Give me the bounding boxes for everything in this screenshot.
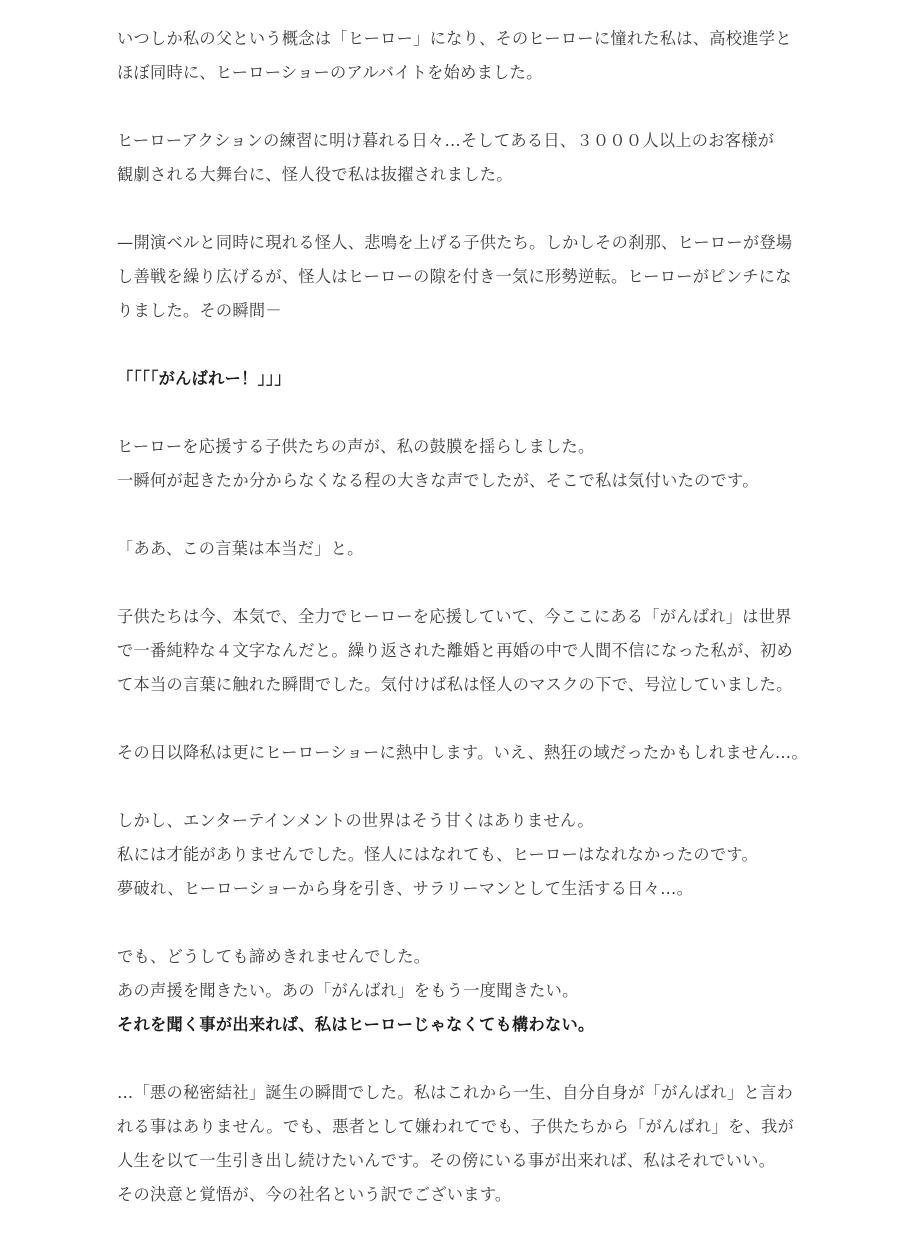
paragraph-big-stage — [117, 124, 897, 192]
text-line: でも、どうしても諦めきれませんでした。 — [117, 947, 431, 966]
text-line: りました。その瞬間－ — [117, 301, 282, 320]
article-body — [117, 22, 897, 1246]
paragraph-purest-words — [117, 600, 897, 702]
paragraph-company-founding — [117, 1076, 897, 1212]
text-line: —開演ベルと同時に現れる怪人、悲鳴を上げる子供たち。しかしその刹那、ヒーローが登場 — [117, 233, 793, 252]
text-line: ヒーローを応援する子供たちの声が、私の鼓膜を揺らしました。 — [117, 437, 595, 456]
text-line: その日以降私は更にヒーローショーに熱中します。いえ、熱狂の域だったかもしれません…。 — [117, 743, 808, 762]
text-line: し善戦を繰り広げるが、怪人はヒーローの隙を付き一気に形勢逆転。ヒーローがピンチにな — [117, 267, 792, 286]
paragraph-show-scene — [117, 226, 897, 328]
text-line: 一瞬何が起きたか分からなくなる程の大きな声でしたが、そこで私は気付いたのです。 — [117, 471, 759, 490]
paragraph-cheer-quote — [117, 362, 897, 396]
cheer-quote: 「「「「がんばれー！」」」 — [117, 369, 291, 388]
text-line: 観劇される大舞台に、怪人役で私は抜擢されました。 — [117, 165, 513, 184]
text-line: 「ああ、この言葉は本当だ」と。 — [117, 539, 364, 558]
paragraph-hero-origin — [117, 22, 897, 90]
text-line: その決意と覚悟が、今の社名という訳でございます。 — [117, 1185, 512, 1204]
paragraph-no-talent — [117, 804, 897, 906]
text-line: 夢破れ、ヒーローショーから身を引き、サラリーマンとして生活する日々…。 — [117, 879, 694, 898]
text-line: ヒーローアクションの練習に明け暮れる日々…そしてある日、３０００人以上のお客様が — [117, 131, 775, 150]
paragraph-eardrum — [117, 430, 897, 498]
text-line: …「悪の秘密結社」誕生の瞬間でした。私はこれから一生、自分自身が「がんばれ」と言わ — [117, 1083, 793, 1102]
text-line: て本当の言葉に触れた瞬間でした。気付けば私は怪人のマスクの下で、号泣していました。 — [117, 675, 793, 694]
paragraph-realization — [117, 532, 897, 566]
emphasis-line: それを聞く事が出来れば、私はヒーローじゃなくても構わない。 — [117, 1015, 595, 1034]
paragraph-enthusiasm — [117, 736, 897, 770]
text-line: 私には才能がありませんでした。怪人にはなれても、ヒーローはなれなかったのです。 — [117, 845, 759, 864]
text-line: ほぼ同時に、ヒーローショーのアルバイトを始めました。 — [117, 63, 543, 82]
text-line: 子供たちは今、本気で、全力でヒーローを応援していて、今ここにある「がんばれ」は世界 — [117, 607, 792, 626]
text-line: 人生を以て一生引き出し続けたいんです。その傍にいる事が出来れば、私はそれでいい。 — [117, 1151, 776, 1170]
text-line: で一番純粋な４文字なんだと。繰り返された離婚と再婚の中で人間不信になった私が、初め — [117, 641, 793, 660]
paragraph-cannot-give-up — [117, 940, 897, 1042]
text-line: れる事はありません。でも、悪者として嫌われてでも、子供たちから「がんばれ」を、我が — [117, 1117, 794, 1136]
text-line: しかし、エンターテインメントの世界はそう甘くはありません。 — [117, 811, 594, 830]
text-line: あの声援を聞きたい。あの「がんばれ」をもう一度聞きたい。 — [117, 981, 579, 1000]
text-line: いつしか私の父という概念は「ヒーロー」になり、そのヒーローに憧れた私は、高校進学と — [117, 29, 792, 48]
